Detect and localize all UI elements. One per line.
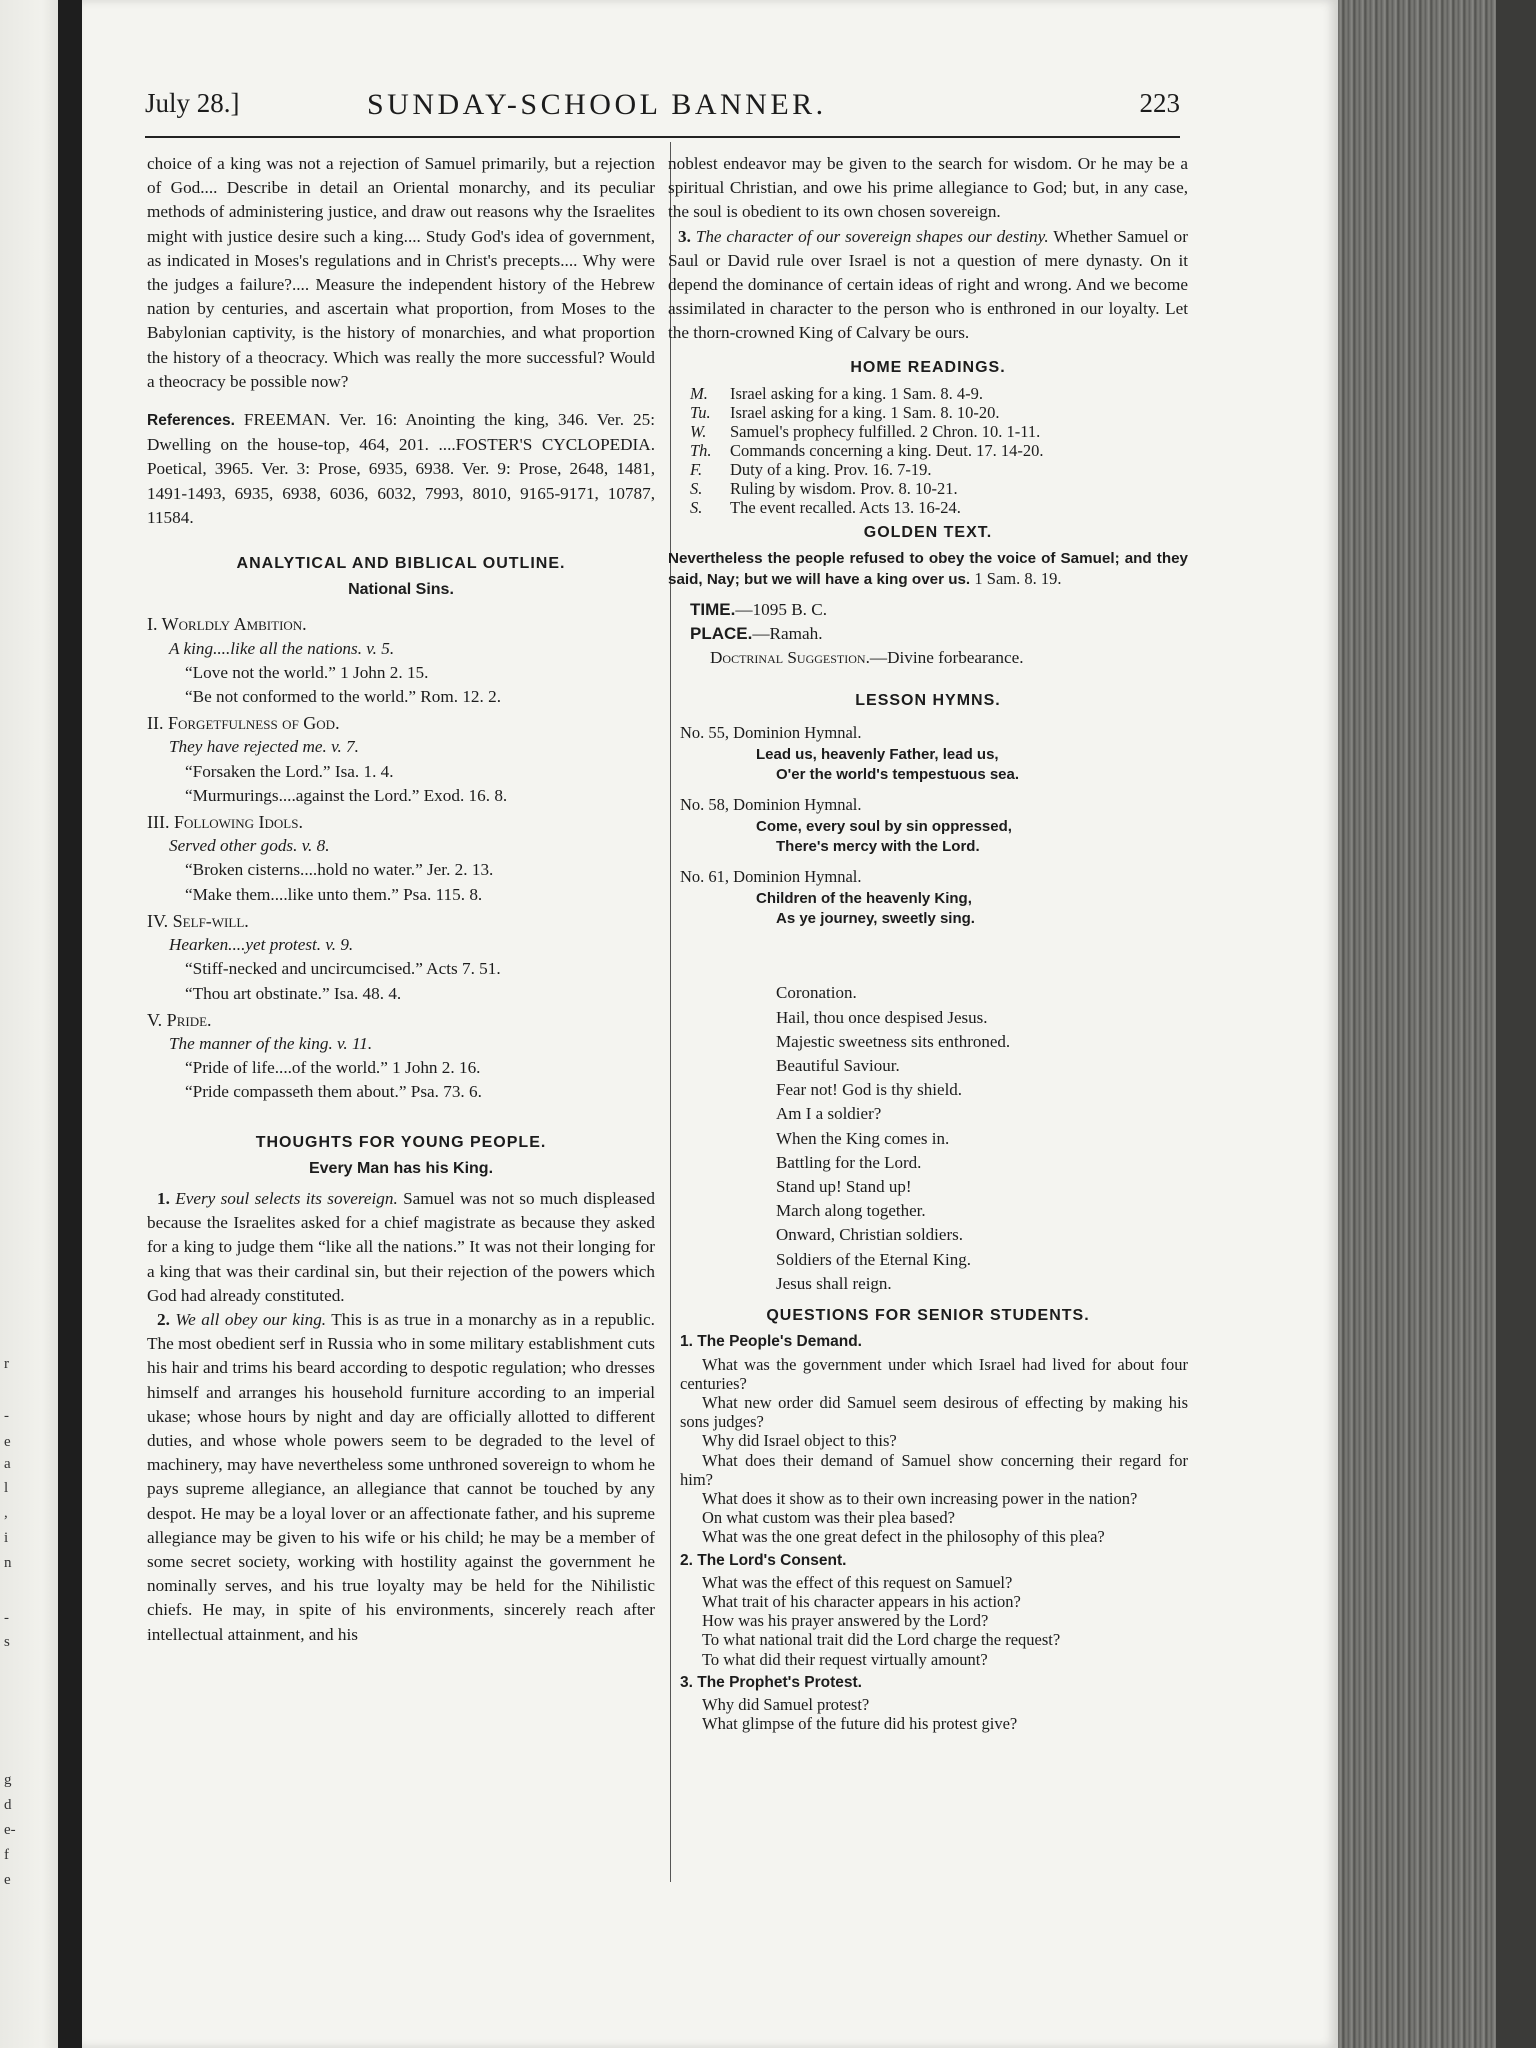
thought-lead: We all obey our king. <box>175 1309 327 1329</box>
golden-text-body: Nevertheless the people refused to obey the voice of Samuel; and they said, Nay; but we will have a king over us. <box>668 550 1188 589</box>
lesson-hymns-title: LESSON HYMNS. <box>855 691 1001 709</box>
place-label: PLACE. <box>690 624 753 644</box>
hymn-line: O'er the world's tempestuous sea. <box>776 766 1020 784</box>
hymn-line: Come, every soul by sin oppressed, <box>756 818 1012 836</box>
list-item: Jesus shall reign. <box>776 1273 892 1293</box>
hymn-number: No. 61, Dominion Hymnal. <box>680 867 862 887</box>
hymn-line: There's mercy with the Lord. <box>776 838 980 856</box>
margin-fragment: e- <box>4 1822 16 1838</box>
reading-text: Israel asking for a king. 1 Sam. 8. 4-9. <box>730 383 983 403</box>
list-item <box>690 422 1188 441</box>
question: Why did Israel object to this? <box>702 1431 897 1451</box>
references-paragraph <box>147 408 655 530</box>
margin-fragment: a <box>4 1456 11 1472</box>
list-item: Hail, thou once despised Jesus. <box>776 1007 988 1027</box>
list-item: Majestic sweetness sits enthroned. <box>776 1031 1011 1051</box>
reading-day: S. <box>690 497 703 517</box>
thought-lead: The character of our sovereign shapes our destiny. <box>695 226 1049 246</box>
list-item: When the King comes in. <box>776 1128 950 1148</box>
reading-text: The event recalled. Acts 13. 16-24. <box>730 497 961 517</box>
outline-quote: “Forsaken the Lord.” Isa. 1. 4. <box>185 761 394 781</box>
reading-text: Ruling by wisdom. Prov. 8. 10-21. <box>730 478 958 498</box>
question: What new order did Samuel seem desirous of effecting by making his sons judges? <box>680 1392 1188 1432</box>
list-item <box>690 460 1188 479</box>
question-heading: 3. The Prophet's Protest. <box>680 1673 862 1691</box>
hymn-line: Lead us, heavenly Father, lead us, <box>756 746 999 764</box>
margin-fragment: , <box>4 1505 8 1521</box>
outline-quote: “Stiff-necked and uncircumcised.” Acts 7. 51. <box>185 959 501 979</box>
thought-text: Whether Samuel or Saul or David rule over Israel is not a question of mere dynasty. On it depend the dominance of certain ideas of right and wrong. And we become assimilated in character to the person who is enthroned in our loyalty. Let the thorn-crowned King of Calvary be ours. <box>668 226 1188 343</box>
doctrinal-line <box>668 646 1188 670</box>
outline-quote: “Thou art obstinate.” Isa. 48. 4. <box>185 983 402 1003</box>
margin-fragment: e <box>4 1434 11 1450</box>
reading-text: Israel asking for a king. 1 Sam. 8. 10-20. <box>730 402 1000 422</box>
outline-title: ANALYTICAL AND BIBLICAL OUTLINE. <box>236 555 566 573</box>
header-title: SUNDAY-SCHOOL BANNER. <box>367 88 827 121</box>
list-item: Onward, Christian soldiers. <box>776 1225 963 1245</box>
golden-text-ref: 1 Sam. 8. 19. <box>974 569 1062 589</box>
thought-paragraph <box>147 1308 655 1647</box>
question: What was the effect of this request on Samuel? <box>702 1572 1013 1592</box>
question: To what national trait did the Lord charge the request? <box>702 1630 1061 1650</box>
question-heading: 2. The Lord's Consent. <box>680 1551 847 1569</box>
list-item: Stand up! Stand up! <box>776 1177 912 1197</box>
outline-ref: The manner of the king. v. 11. <box>169 1033 373 1053</box>
questions <box>668 1330 1188 1733</box>
hymn-number: No. 58, Dominion Hymnal. <box>680 795 862 815</box>
list-item <box>690 441 1188 460</box>
doctrinal-label: Doctrinal Suggestion. <box>710 648 870 668</box>
outline-subtitle: National Sins. <box>348 581 454 599</box>
margin-fragment: n <box>4 1555 12 1571</box>
outline-ref: They have rejected me. v. 7. <box>169 737 359 757</box>
hymn-number: No. 55, Dominion Hymnal. <box>680 722 862 742</box>
thought-text: Samuel was not so much displeased because the Israelites asked for a chief magistrate as because they asked for a king to judge them “like all the nations.” It was not their longing for a king that was their cardinal sin, but their rejection of the powers which God had already constituted. <box>147 1188 656 1305</box>
thought-paragraph <box>668 225 1188 346</box>
questions-title: QUESTIONS FOR SENIOR STUDENTS. <box>766 1307 1090 1325</box>
home-readings-list <box>668 384 1188 517</box>
golden-text <box>668 549 1188 590</box>
margin-fragment: s <box>4 1634 10 1650</box>
margin-fragment: e <box>4 1872 11 1888</box>
list-item: March along together. <box>776 1201 926 1221</box>
reading-day: W. <box>690 421 707 441</box>
reading-day: M. <box>690 383 708 403</box>
margin-fragment: - <box>4 1610 9 1626</box>
page-edges <box>1338 0 1536 2048</box>
outline-quote: “Broken cisterns....hold no water.” Jer. 2. 13. <box>185 860 494 880</box>
outline-quote: “Murmurings....against the Lord.” Exod. 16. 8. <box>185 785 508 805</box>
hymn-line: Children of the heavenly King, <box>756 890 972 908</box>
page-number: 223 <box>1139 88 1180 118</box>
thought-number: 1. <box>157 1188 170 1208</box>
outline-heading: I. Worldly Ambition. <box>147 614 307 635</box>
running-header <box>145 88 1180 128</box>
question: On what custom was their plea based? <box>702 1508 955 1528</box>
outline-ref: Hearken....yet protest. v. 9. <box>169 935 354 955</box>
margin-fragment: l <box>4 1480 9 1496</box>
thoughts-title: THOUGHTS FOR YOUNG PEOPLE. <box>255 1133 547 1151</box>
list-item <box>690 479 1188 498</box>
list-item: Fear not! God is thy shield. <box>776 1080 963 1100</box>
left-column <box>147 152 655 1647</box>
header-rule <box>145 136 1180 138</box>
list-item: Coronation. <box>776 983 857 1003</box>
outline-quote: “Make them....like unto them.” Psa. 115. 8. <box>185 884 483 904</box>
question: What was the government under which Israel had lived for about four centuries? <box>680 1354 1188 1393</box>
outline-ref: A king....like all the nations. v. 5. <box>169 638 395 658</box>
question: Why did Samuel protest? <box>702 1694 870 1714</box>
references-text: FREEMAN. Ver. 16: Anointing the king, 346. Ver. 25: Dwelling on the house-top, 464, 201. ....FOSTER'S CYCLOPEDIA. Poetical, 3965. Ver. 3: Prose, 6935, 6938. Ver. 9: Prose, 2648, 1481, 1491-1493, 6935, 6938, 6036, 6032, 7993, 8010, 9165-9171, 10787, 11584. <box>147 410 655 527</box>
question: To what did their request virtually amount? <box>702 1649 988 1669</box>
outline-heading: IV. Self-will. <box>147 910 249 931</box>
outline-ref: Served other gods. v. 8. <box>169 836 330 856</box>
right-column <box>668 152 1188 1733</box>
question: What trait of his character appears in his action? <box>702 1591 1021 1611</box>
list-item: Beautiful Saviour. <box>776 1056 900 1076</box>
thoughts-subtitle: Every Man has his King. <box>308 1159 494 1177</box>
thought-number: 3. <box>678 226 691 246</box>
time-line <box>668 598 1188 622</box>
continued-paragraph: noblest endeavor may be given to the search for wisdom. Or he may be a spiritual Christian, and owe his prime allegiance to God; but, in any case, the soul is obedient to its own chosen sovereign. <box>668 154 1188 222</box>
question: What does it show as to their own increasing power in the nation? <box>702 1488 1138 1508</box>
reading-text: Duty of a king. Prov. 16. 7-19. <box>730 459 932 479</box>
question: What does their demand of Samuel show concerning their regard for him? <box>680 1450 1188 1489</box>
doctrinal-value: —Divine forbearance. <box>869 648 1024 668</box>
time-value: —1095 B. C. <box>735 600 828 620</box>
outline-quote: “Love not the world.” 1 John 2. 15. <box>185 662 429 682</box>
reading-day: Tu. <box>690 402 711 422</box>
home-readings-title: HOME READINGS. <box>850 358 1006 376</box>
thought-paragraph <box>147 1187 655 1308</box>
thought-number: 2. <box>157 1309 170 1329</box>
list-item: Battling for the Lord. <box>776 1152 922 1172</box>
references-label: References. <box>147 412 235 430</box>
question: How was his prayer answered by the Lord? <box>702 1611 989 1631</box>
margin-fragment: - <box>4 1408 9 1424</box>
question-heading: 1. The People's Demand. <box>680 1333 862 1351</box>
reading-text: Commands concerning a king. Deut. 17. 14-20. <box>730 440 1044 460</box>
margin-fragment: f <box>4 1847 9 1863</box>
margin-fragment: d <box>4 1797 12 1813</box>
question: What glimpse of the future did his protest give? <box>702 1714 1018 1734</box>
margin-fragment: i <box>4 1530 9 1546</box>
list-item <box>690 498 1188 517</box>
outline-heading: II. Forgetfulness of God. <box>147 713 340 734</box>
hymn-list <box>668 721 1188 930</box>
margin-fragment: r <box>4 1356 9 1372</box>
intro-paragraph: choice of a king was not a rejection of Samuel primarily, but a rejection of God.... Describe in detail an Oriental monarchy, and its peculiar methods of administering justice, and draw out reasons why the Israelites might with justice desire such a king.... Study God's idea of government, as indicated in Moses's regulations and in Christ's precepts.... Why were the judges a failure?.... Measure the independent history of the Hebrew nation by centuries, and ascertain what proportion, from Moses to the Babylonian captivity, is the history of monarchies, and what proportion the history of a theocracy. Which was really the more successful? Would a theocracy be possible now? <box>147 154 655 391</box>
margin-fragment: g <box>4 1772 12 1788</box>
outline-quote: “Pride of life....of the world.” 1 John 2. 16. <box>185 1058 481 1078</box>
time-label: TIME. <box>690 600 736 620</box>
coronation-list <box>668 981 1188 1296</box>
outline-quote: “Pride compasseth them about.” Psa. 73. 6. <box>185 1082 482 1102</box>
reading-day: S. <box>690 478 703 498</box>
thought-text: This is as true in a monarchy as in a republic. The most obedient serf in Russia who in some military establishment cuts his hair and trims his beard according to despotic regulation; who dresses himself and arranges his household furniture according to an imperial ukase; whose hours by night and day are officially allotted to different duties, and whose whole powers seem to be degraded to the level of machinery, may have nevertheless some unthroned sovereign to whom he pays supreme allegiance, an allegiance that cannot be touched by any despot. He may be a loyal lover or an affectionate father, and his supreme allegiance may be given to his wife or his child; he may be a member of some secret society, working with hostility against the government he nominally serves, and his true loyalty may be held for the Nihilistic chiefs. He may, in spite of his environments, sincerely reach after intellectual attainment, and his <box>147 1309 655 1644</box>
list-item <box>690 384 1188 403</box>
outline-quote: “Be not conformed to the world.” Rom. 12. 2. <box>185 687 501 707</box>
outline <box>147 612 655 1104</box>
reading-text: Samuel's prophecy fulfilled. 2 Chron. 10. 1-11. <box>730 421 1041 441</box>
reading-day: Th. <box>690 440 712 460</box>
place-value: —Ramah. <box>752 624 823 644</box>
question: What was the one great defect in the philosophy of this plea? <box>702 1527 1105 1547</box>
reading-day: F. <box>690 459 703 479</box>
thought-lead: Every soul selects its sovereign. <box>175 1188 398 1208</box>
outline-heading: III. Following Idols. <box>147 812 303 833</box>
list-item: Soldiers of the Eternal King. <box>776 1249 971 1269</box>
golden-text-title: GOLDEN TEXT. <box>863 523 993 541</box>
hymn-line: As ye journey, sweetly sing. <box>776 910 975 928</box>
list-item: Am I a soldier? <box>776 1104 882 1124</box>
header-date: July 28.] <box>145 88 240 118</box>
outline-heading: V. Pride. <box>147 1009 212 1030</box>
place-line <box>668 622 1188 646</box>
list-item <box>690 403 1188 422</box>
